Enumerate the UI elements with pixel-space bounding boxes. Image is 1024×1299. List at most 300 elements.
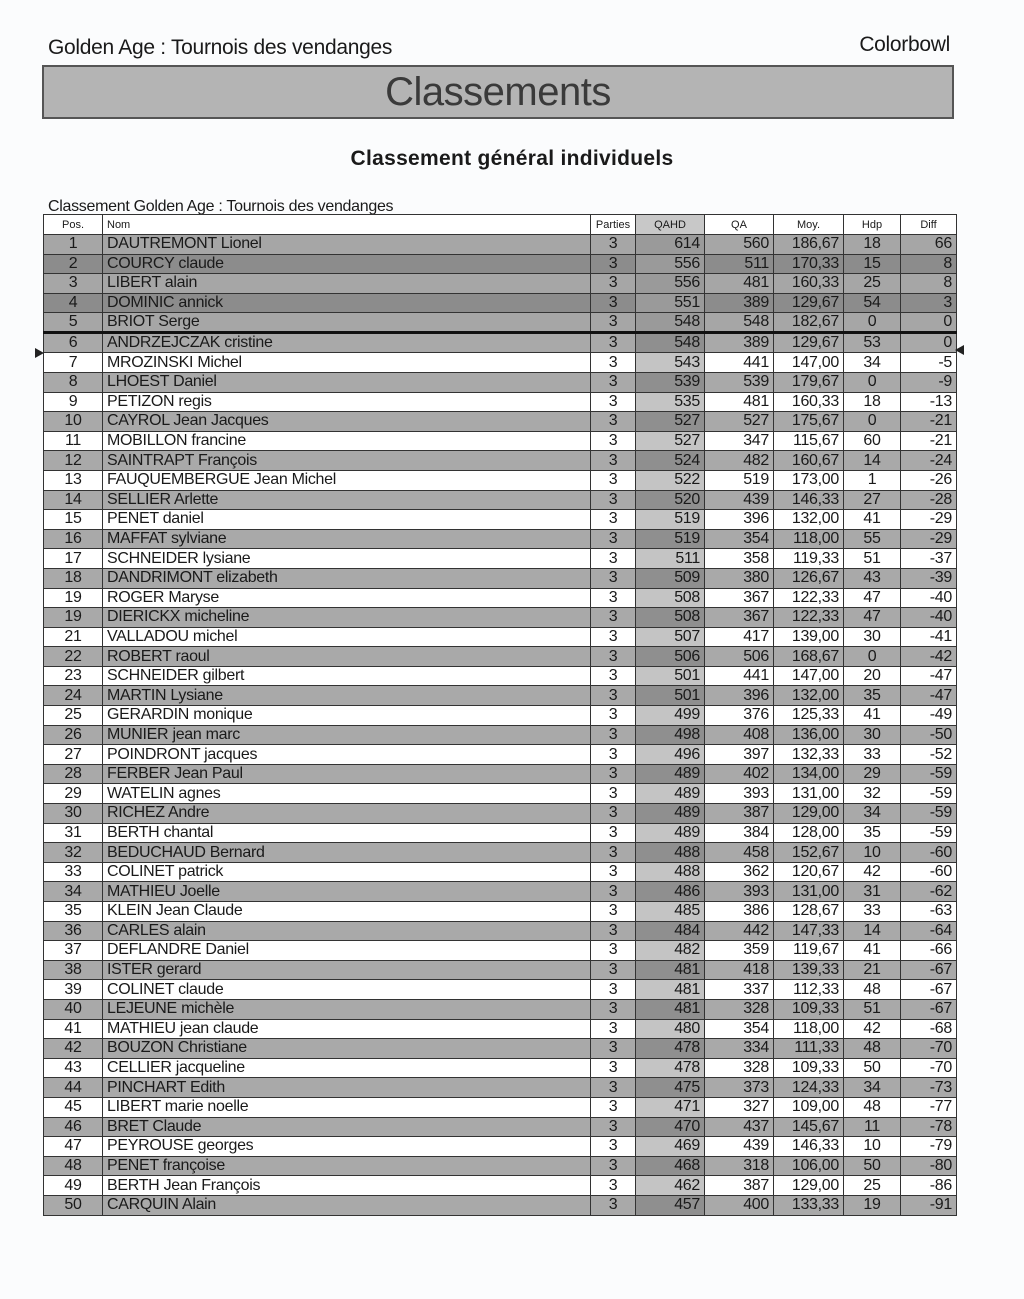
row-position: 19 [44, 588, 103, 608]
row-player-name: BRET Claude [103, 1117, 591, 1137]
row-score: 548 [705, 313, 774, 333]
row-average: 182,67 [774, 313, 844, 333]
row-average: 160,33 [774, 274, 844, 294]
row-difference: -21 [901, 431, 957, 451]
table-row [44, 804, 957, 824]
row-average: 145,67 [774, 1117, 844, 1137]
row-difference: -37 [901, 549, 957, 569]
row-score-with-handicap: 548 [636, 333, 705, 353]
row-games-played: 3 [591, 647, 636, 667]
row-average: 112,33 [774, 980, 844, 1000]
column-header-pos: Pos. [44, 215, 103, 235]
row-difference: -21 [901, 412, 957, 432]
row-average: 139,33 [774, 960, 844, 980]
row-games-played: 3 [591, 666, 636, 686]
row-score-with-handicap: 485 [636, 902, 705, 922]
table-row [44, 372, 957, 392]
row-difference: -50 [901, 725, 957, 745]
table-row [44, 235, 957, 255]
row-handicap: 48 [844, 980, 901, 1000]
row-score-with-handicap: 499 [636, 706, 705, 726]
row-player-name: MATHIEU jean claude [103, 1019, 591, 1039]
row-position: 30 [44, 804, 103, 824]
table-row [44, 549, 957, 569]
row-position: 4 [44, 293, 103, 313]
row-average: 129,00 [774, 1176, 844, 1196]
row-difference: 8 [901, 254, 957, 274]
row-score: 397 [705, 745, 774, 765]
row-games-played: 3 [591, 510, 636, 530]
row-position: 49 [44, 1176, 103, 1196]
row-position: 5 [44, 313, 103, 333]
row-difference: -40 [901, 608, 957, 628]
row-score: 418 [705, 960, 774, 980]
row-position: 37 [44, 941, 103, 961]
table-row [44, 1137, 957, 1157]
row-score-with-handicap: 481 [636, 999, 705, 1019]
row-position: 10 [44, 412, 103, 432]
row-position: 48 [44, 1156, 103, 1176]
row-games-played: 3 [591, 1058, 636, 1078]
row-handicap: 55 [844, 529, 901, 549]
table-row [44, 941, 957, 961]
row-games-played: 3 [591, 784, 636, 804]
table-row [44, 568, 957, 588]
row-games-played: 3 [591, 686, 636, 706]
row-difference: -29 [901, 529, 957, 549]
row-position: 31 [44, 823, 103, 843]
row-average: 173,00 [774, 470, 844, 490]
row-handicap: 41 [844, 941, 901, 961]
row-position: 22 [44, 647, 103, 667]
row-score: 327 [705, 1097, 774, 1117]
row-score: 337 [705, 980, 774, 1000]
table-row [44, 784, 957, 804]
row-difference: -91 [901, 1195, 957, 1215]
row-score-with-handicap: 478 [636, 1058, 705, 1078]
row-average: 139,00 [774, 627, 844, 647]
row-score-with-handicap: 548 [636, 313, 705, 333]
row-average: 134,00 [774, 764, 844, 784]
event-title: Golden Age : Tournois des vendanges [48, 36, 393, 59]
row-score-with-handicap: 501 [636, 686, 705, 706]
row-average: 128,67 [774, 902, 844, 922]
row-average: 168,67 [774, 647, 844, 667]
row-score-with-handicap: 475 [636, 1078, 705, 1098]
row-difference: -73 [901, 1078, 957, 1098]
row-player-name: KLEIN Jean Claude [103, 902, 591, 922]
row-position: 23 [44, 666, 103, 686]
table-row [44, 1039, 957, 1059]
row-score: 402 [705, 764, 774, 784]
row-average: 132,00 [774, 510, 844, 530]
row-handicap: 48 [844, 1039, 901, 1059]
row-games-played: 3 [591, 1156, 636, 1176]
row-player-name: MROZINSKI Michel [103, 353, 591, 373]
row-handicap: 20 [844, 666, 901, 686]
row-difference: -64 [901, 921, 957, 941]
row-handicap: 60 [844, 431, 901, 451]
row-average: 132,33 [774, 745, 844, 765]
row-average: 118,00 [774, 1019, 844, 1039]
row-score: 437 [705, 1117, 774, 1137]
row-player-name: SELLIER Arlette [103, 490, 591, 510]
row-score: 393 [705, 784, 774, 804]
row-difference: -70 [901, 1058, 957, 1078]
row-handicap: 25 [844, 274, 901, 294]
row-handicap: 21 [844, 960, 901, 980]
row-handicap: 43 [844, 568, 901, 588]
row-player-name: VALLADOU michel [103, 627, 591, 647]
table-row [44, 1176, 957, 1196]
row-difference: -59 [901, 804, 957, 824]
row-handicap: 25 [844, 1176, 901, 1196]
row-handicap: 53 [844, 333, 901, 353]
row-player-name: CARLES alain [103, 921, 591, 941]
row-score-with-handicap: 462 [636, 1176, 705, 1196]
row-handicap: 0 [844, 313, 901, 333]
row-position: 47 [44, 1137, 103, 1157]
row-handicap: 51 [844, 999, 901, 1019]
row-score: 318 [705, 1156, 774, 1176]
row-handicap: 41 [844, 706, 901, 726]
row-score-with-handicap: 480 [636, 1019, 705, 1039]
column-header-moy: Moy. [774, 215, 844, 235]
row-score-with-handicap: 470 [636, 1117, 705, 1137]
row-position: 46 [44, 1117, 103, 1137]
row-position: 14 [44, 490, 103, 510]
column-header-hdp: Hdp [844, 215, 901, 235]
row-average: 122,33 [774, 588, 844, 608]
row-score: 400 [705, 1195, 774, 1215]
row-difference: 0 [901, 333, 957, 353]
row-score-with-handicap: 539 [636, 372, 705, 392]
row-position: 2 [44, 254, 103, 274]
row-player-name: LIBERT alain [103, 274, 591, 294]
row-position: 3 [44, 274, 103, 294]
row-score-with-handicap: 509 [636, 568, 705, 588]
row-games-played: 3 [591, 254, 636, 274]
table-row [44, 725, 957, 745]
row-difference: -77 [901, 1097, 957, 1117]
row-difference: 0 [901, 313, 957, 333]
row-games-played: 3 [591, 862, 636, 882]
row-difference: 8 [901, 274, 957, 294]
row-score: 328 [705, 1058, 774, 1078]
row-handicap: 41 [844, 510, 901, 530]
row-games-played: 3 [591, 1176, 636, 1196]
row-position: 34 [44, 882, 103, 902]
row-score: 482 [705, 451, 774, 471]
row-handicap: 47 [844, 588, 901, 608]
row-difference: -49 [901, 706, 957, 726]
row-average: 125,33 [774, 706, 844, 726]
banner-title: Classements [385, 69, 611, 114]
table-row [44, 980, 957, 1000]
row-games-played: 3 [591, 1019, 636, 1039]
row-games-played: 3 [591, 745, 636, 765]
row-position: 40 [44, 999, 103, 1019]
row-games-played: 3 [591, 529, 636, 549]
row-average: 179,67 [774, 372, 844, 392]
row-score-with-handicap: 478 [636, 1039, 705, 1059]
row-games-played: 3 [591, 627, 636, 647]
table-row [44, 451, 957, 471]
row-games-played: 3 [591, 960, 636, 980]
table-row [44, 293, 957, 313]
row-games-played: 3 [591, 1195, 636, 1215]
table-row [44, 960, 957, 980]
table-row [44, 764, 957, 784]
row-position: 7 [44, 353, 103, 373]
column-header-qahd: QAHD [636, 215, 705, 235]
table-row [44, 1195, 957, 1215]
row-difference: -39 [901, 568, 957, 588]
row-position: 42 [44, 1039, 103, 1059]
table-row [44, 1117, 957, 1137]
row-average: 124,33 [774, 1078, 844, 1098]
table-row [44, 510, 957, 530]
row-games-played: 3 [591, 980, 636, 1000]
row-games-played: 3 [591, 431, 636, 451]
row-position: 8 [44, 372, 103, 392]
row-score: 387 [705, 804, 774, 824]
row-difference: -70 [901, 1039, 957, 1059]
row-average: 147,00 [774, 666, 844, 686]
row-difference: -67 [901, 960, 957, 980]
row-score-with-handicap: 501 [636, 666, 705, 686]
row-games-played: 3 [591, 843, 636, 863]
cutoff-arrow-left-icon [35, 348, 44, 358]
row-average: 129,00 [774, 804, 844, 824]
row-handicap: 51 [844, 549, 901, 569]
standings-table [43, 214, 957, 1216]
row-score-with-handicap: 551 [636, 293, 705, 313]
table-row [44, 1078, 957, 1098]
row-games-played: 3 [591, 823, 636, 843]
row-handicap: 27 [844, 490, 901, 510]
row-average: 122,33 [774, 608, 844, 628]
row-player-name: FAUQUEMBERGUE Jean Michel [103, 470, 591, 490]
row-games-played: 3 [591, 725, 636, 745]
row-handicap: 50 [844, 1058, 901, 1078]
row-score: 359 [705, 941, 774, 961]
row-score: 396 [705, 510, 774, 530]
row-player-name: ISTER gerard [103, 960, 591, 980]
row-games-played: 3 [591, 1039, 636, 1059]
table-row [44, 333, 957, 353]
row-difference: -79 [901, 1137, 957, 1157]
table-row [44, 647, 957, 667]
row-games-played: 3 [591, 588, 636, 608]
row-player-name: POINDRONT jacques [103, 745, 591, 765]
row-score: 386 [705, 902, 774, 922]
row-average: 131,00 [774, 882, 844, 902]
row-handicap: 47 [844, 608, 901, 628]
row-score: 527 [705, 412, 774, 432]
row-score: 389 [705, 293, 774, 313]
table-row [44, 353, 957, 373]
row-average: 115,67 [774, 431, 844, 451]
row-average: 146,33 [774, 490, 844, 510]
row-handicap: 48 [844, 1097, 901, 1117]
row-games-played: 3 [591, 999, 636, 1019]
row-score: 328 [705, 999, 774, 1019]
table-row [44, 254, 957, 274]
row-score-with-handicap: 614 [636, 235, 705, 255]
row-games-played: 3 [591, 490, 636, 510]
row-position: 15 [44, 510, 103, 530]
row-average: 175,67 [774, 412, 844, 432]
row-difference: -78 [901, 1117, 957, 1137]
row-score: 389 [705, 333, 774, 353]
row-score: 396 [705, 686, 774, 706]
row-position: 32 [44, 843, 103, 863]
column-header-diff: Diff [901, 215, 957, 235]
row-difference: -59 [901, 764, 957, 784]
table-row [44, 823, 957, 843]
row-player-name: MOBILLON francine [103, 431, 591, 451]
row-score-with-handicap: 527 [636, 412, 705, 432]
row-difference: -60 [901, 843, 957, 863]
row-score: 560 [705, 235, 774, 255]
row-score: 441 [705, 666, 774, 686]
row-difference: -24 [901, 451, 957, 471]
row-score-with-handicap: 489 [636, 784, 705, 804]
row-games-played: 3 [591, 1117, 636, 1137]
row-score-with-handicap: 482 [636, 941, 705, 961]
table-row [44, 843, 957, 863]
row-average: 170,33 [774, 254, 844, 274]
row-average: 147,33 [774, 921, 844, 941]
row-score: 442 [705, 921, 774, 941]
row-difference: -59 [901, 784, 957, 804]
row-handicap: 14 [844, 921, 901, 941]
row-score-with-handicap: 468 [636, 1156, 705, 1176]
row-games-played: 3 [591, 921, 636, 941]
row-player-name: MATHIEU Joelle [103, 882, 591, 902]
row-player-name: DEFLANDRE Daniel [103, 941, 591, 961]
row-average: 160,33 [774, 392, 844, 412]
table-row [44, 1019, 957, 1039]
row-position: 21 [44, 627, 103, 647]
row-games-played: 3 [591, 764, 636, 784]
row-player-name: CAYROL Jean Jacques [103, 412, 591, 432]
row-player-name: MAFFAT sylviane [103, 529, 591, 549]
title-banner [42, 65, 954, 119]
table-row [44, 627, 957, 647]
row-player-name: BRIOT Serge [103, 313, 591, 333]
row-score-with-handicap: 489 [636, 764, 705, 784]
row-games-played: 3 [591, 706, 636, 726]
row-player-name: PETIZON regis [103, 392, 591, 412]
row-player-name: CARQUIN Alain [103, 1195, 591, 1215]
table-row [44, 745, 957, 765]
cutoff-arrow-right-icon [955, 345, 964, 355]
row-games-played: 3 [591, 333, 636, 353]
row-handicap: 10 [844, 1137, 901, 1157]
row-score: 373 [705, 1078, 774, 1098]
row-handicap: 31 [844, 882, 901, 902]
row-score-with-handicap: 481 [636, 980, 705, 1000]
row-difference: -5 [901, 353, 957, 373]
table-row [44, 431, 957, 451]
row-difference: -60 [901, 862, 957, 882]
row-games-played: 3 [591, 412, 636, 432]
row-games-played: 3 [591, 1137, 636, 1157]
table-row [44, 490, 957, 510]
row-handicap: 32 [844, 784, 901, 804]
table-row [44, 529, 957, 549]
row-score-with-handicap: 556 [636, 274, 705, 294]
row-average: 109,33 [774, 999, 844, 1019]
row-games-played: 3 [591, 274, 636, 294]
row-average: 186,67 [774, 235, 844, 255]
row-player-name: PENET françoise [103, 1156, 591, 1176]
row-score: 506 [705, 647, 774, 667]
row-player-name: PINCHART Edith [103, 1078, 591, 1098]
row-player-name: LIBERT marie noelle [103, 1097, 591, 1117]
row-player-name: COURCY claude [103, 254, 591, 274]
row-average: 152,67 [774, 843, 844, 863]
row-difference: -67 [901, 999, 957, 1019]
row-games-played: 3 [591, 902, 636, 922]
row-handicap: 11 [844, 1117, 901, 1137]
row-handicap: 29 [844, 764, 901, 784]
row-score-with-handicap: 471 [636, 1097, 705, 1117]
row-position: 12 [44, 451, 103, 471]
row-games-played: 3 [591, 392, 636, 412]
row-average: 160,67 [774, 451, 844, 471]
row-average: 131,00 [774, 784, 844, 804]
row-score-with-handicap: 508 [636, 588, 705, 608]
table-row [44, 666, 957, 686]
row-handicap: 19 [844, 1195, 901, 1215]
row-score-with-handicap: 486 [636, 882, 705, 902]
row-handicap: 50 [844, 1156, 901, 1176]
row-player-name: PENET daniel [103, 510, 591, 530]
row-score: 376 [705, 706, 774, 726]
row-difference: -42 [901, 647, 957, 667]
row-average: 119,67 [774, 941, 844, 961]
venue-name: Colorbowl [859, 33, 950, 56]
row-player-name: SAINTRAPT François [103, 451, 591, 471]
row-player-name: GERARDIN monique [103, 706, 591, 726]
row-handicap: 0 [844, 647, 901, 667]
row-player-name: ROBERT raoul [103, 647, 591, 667]
row-difference: -59 [901, 823, 957, 843]
row-score-with-handicap: 484 [636, 921, 705, 941]
row-games-played: 3 [591, 1078, 636, 1098]
column-header-nom: Nom [103, 215, 591, 235]
row-games-played: 3 [591, 313, 636, 333]
row-difference: -52 [901, 745, 957, 765]
row-handicap: 14 [844, 451, 901, 471]
row-average: 136,00 [774, 725, 844, 745]
row-player-name: LEJEUNE michèle [103, 999, 591, 1019]
row-handicap: 54 [844, 293, 901, 313]
row-score-with-handicap: 522 [636, 470, 705, 490]
row-score: 441 [705, 353, 774, 373]
row-score: 417 [705, 627, 774, 647]
row-handicap: 34 [844, 804, 901, 824]
table-row [44, 1058, 957, 1078]
table-row [44, 706, 957, 726]
row-score: 384 [705, 823, 774, 843]
row-position: 43 [44, 1058, 103, 1078]
row-player-name: MARTIN Lysiane [103, 686, 591, 706]
table-row [44, 412, 957, 432]
